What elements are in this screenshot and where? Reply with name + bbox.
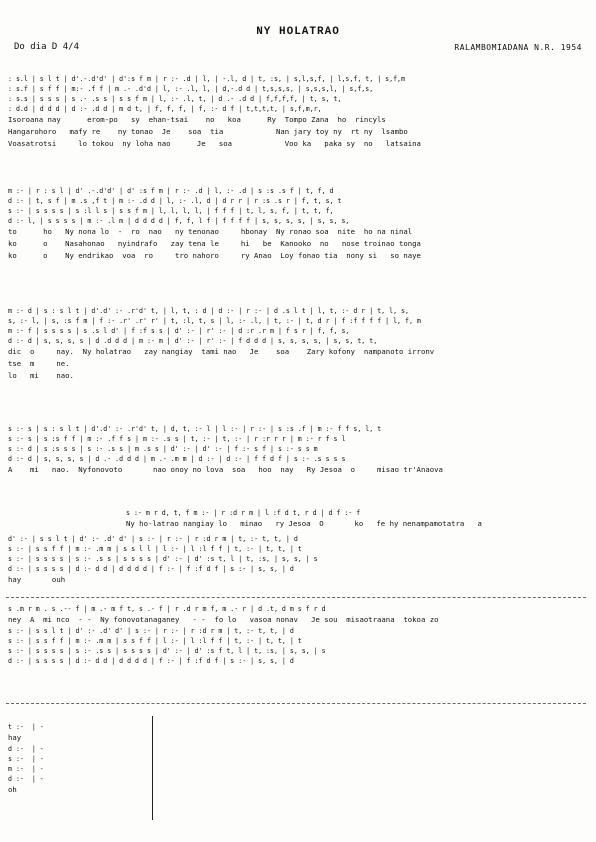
notation-line: s :- | s s l t | d' :- .d' d' | s :- | r :- | r :d r m | t, :- t, t, | d	[8, 627, 294, 635]
notation-line: t :- | -	[8, 723, 44, 731]
notation-line: d' :- | s s l t | d' :- .d' d' | s :- | r :- | r :d r m | t, :- t, t, | d	[8, 535, 298, 543]
lyric-line: lo mi nao.	[8, 371, 74, 380]
notation-line: s :- s | s : s l t | d'.d' :- .r'd' t, | d, t, :- l | l :- | r :- | s :s .f | m :- f f s, l, t	[8, 425, 382, 433]
lyric-line: A mi nao. Nyfonovoto nao onoy no lova soa hoo nay Ry Jesoa o misao tr'Anaova	[8, 465, 443, 474]
key-signature: Do dia D 4/4	[14, 42, 80, 52]
music-system	[8, 534, 586, 586]
lyric-line: oh	[8, 785, 17, 794]
notation-line: m :- | -	[8, 765, 44, 773]
notation-line: m :- | r : s l | d' .-.d'd' | d' :s f m | r :- .d | l, :- .d | s :s .s f | t, f, d	[8, 187, 334, 195]
composer: RALAMBOMIADANA N.R. 1954	[454, 43, 582, 52]
music-system	[8, 306, 586, 382]
notation-line: s :- | s s s s | s :- .s s | s s s s | d' :- | d' :s t, l | t, :s, | s, s, | s	[8, 555, 318, 563]
notation-line: s :- m r d, t, f m :- | r :d r m | l :f d t, r d | d f :- f	[126, 509, 361, 517]
notation-line: d :- l, | s s s s | m :- .l m | d d d d | f, f, l f | f f f f | s, s, s, s, | s, s, s,	[8, 217, 350, 225]
notation-line: s :- | s s f f | m :- .m m | s s f f | l :- | l :l f f | t, :- | t, t, | t	[8, 637, 302, 645]
lyric-line: Voasatrotsi lo tokou ny loha nao Je soa Voo ka paka sy no latsaina	[8, 139, 421, 148]
ending-system	[8, 722, 148, 796]
lyric-line: Hangarohoro mafy re ny tonao Je soa tia Nan jary toy ny rt ny lsambo	[8, 127, 408, 136]
notation-line: m :- d | s : s l t | d'.d' :- .r'd' t, | l, t, : d | d :- | r :- | d .s l t | l, t, :- d r | t, l, s,	[8, 307, 409, 315]
notation-line: : s.s | s s s | s .- .s s | s s f m | l, :- .l, t, | d .- .d d | f,f,f,f, | t, s, t,	[8, 95, 342, 103]
notation-line: : s.f | s f f | m:- .f f | m .- .d'd | l, :- .l, l, | d,-.d d | t,s,s,s, | s,s,s,l, | s,f,s,	[8, 85, 374, 93]
music-system	[8, 424, 586, 476]
notation-line: : s.l | s l t | d'.-.d'd' | d':s f m | r :- .d | l, | -.l, d | t, :s, | s,l,s,f, | l,s,f, t, | s,f,m	[8, 75, 405, 83]
notation-line: d :- | t, s f | m .s ,f t | m :- .d d | l, :- .l, d | d r r | r :s .s r | f, t, s, t	[8, 197, 342, 205]
notation-line: d :- | -	[8, 775, 44, 783]
notation-line: s, :- l, | s, :s f m | f :- .r' .r' r' | t, :l, t, s | l, :- .l, | t, :- | t, d r | f :f f f f | l, f, m	[8, 317, 421, 325]
notation-line: s :- | s s f f | m :- .m m | s s l l | l :- | l :l f f | t, :- | t, t, | t	[8, 545, 302, 553]
notation-line: s .m r m . s .-- f | m .- m f t, s .- f | r .d r m f, m .- r | d .t, d m s f r d	[8, 605, 326, 613]
music-system	[8, 74, 586, 150]
solo-line	[126, 508, 586, 530]
divider-line	[6, 597, 586, 598]
lyric-line: Ny ho-latrao nangiay lo minao ry Jesoa O ko fe hy nenampamotatra a	[126, 519, 482, 528]
song-title: NY HOLATRAO	[256, 26, 340, 38]
lyric-line: hay	[8, 733, 22, 742]
notation-line: s :- | -	[8, 755, 44, 763]
divider-line	[6, 703, 586, 704]
lyric-line: ney A mi nco - - Ny fonovotanaganey - - fo lo vasoa nonav Je sou misaotraana tokoa zo	[8, 615, 439, 624]
lyric-line: Isoroana nay erom-po sy ehan-tsai no koa Ry Tompo Zana ho rincyls	[8, 115, 386, 124]
notation-line: m :- f | s s s s | s .s l d' | f :f s s | d' :- | r' :- | d :r .r m | f s r | f, f, s,	[8, 327, 350, 335]
music-system	[8, 604, 586, 666]
lyric-line: tse m ne.	[8, 359, 70, 368]
notation-line: s :- | s s s s | s :l l s | s s f m | l, l, l, l, | f f f | t, l, s, f, | t, t, f,	[8, 207, 334, 215]
lyric-line: to ho Ny nona lo - ro nao ny tenonao hbonay Ny ronao soa nite ho na ninal	[8, 227, 413, 236]
lyric-line: ko o Nasahonao nyindrafo zay tena le hi be Kanooko no nose troinao tonga	[8, 239, 421, 248]
lyric-line: hay ouh	[8, 575, 66, 584]
notation-line: d :- | s s s s | d :- d d | d d d d | f :- | f :f d f | s :- | s, s, | d	[8, 657, 294, 665]
notation-line: d :- d | s, s, s, s | d .- .d d d | m .- .m m | d :- | d :- | f f d f | s :- .s s s s	[8, 455, 346, 463]
notation-line: s :- | s s s s | s :- .s s | s s s s | d' :- | d' :s f t, l | t, :s, | s, s, | s	[8, 647, 326, 655]
notation-line: s :- d | s :s s s | s :- .s s | m .s s | d' :- | d' :- | f :- s f | s :- s s m	[8, 445, 318, 453]
lyric-line: ko o Ny endrikao voa ro tro nahoro ry Anao Loy fonao tia nony si so naye	[8, 251, 421, 260]
notation-line: d :- | -	[8, 745, 44, 753]
music-system	[8, 186, 586, 262]
notation-line: d :- d | s, s, s, s | d .d d d | m :- m | d' :- | r' :- | f d d d | s, s, s, s, | s, s, t, t,	[8, 337, 378, 345]
barline	[152, 716, 153, 820]
notation-line: d :- | s s s s | d :- d d | d d d d | f :- | f :f d f | s :- | s, s, | d	[8, 565, 294, 573]
notation-line: s :- s | s :s f f | m :- .f f s | m :- .s s | t, :- | t, :- | r :r r r | m :- r f s l	[8, 435, 346, 443]
lyric-line: dic o nay. Ny holatrao zay nangiay tami nao Je soa Zary kofony nampanoto irronv	[8, 347, 435, 356]
notation-line: : d.d | d d d | d :- .d d | m d t, | f, f, f, | f, :- d f | t,t,t,t, | s,f,m,r,	[8, 105, 322, 113]
